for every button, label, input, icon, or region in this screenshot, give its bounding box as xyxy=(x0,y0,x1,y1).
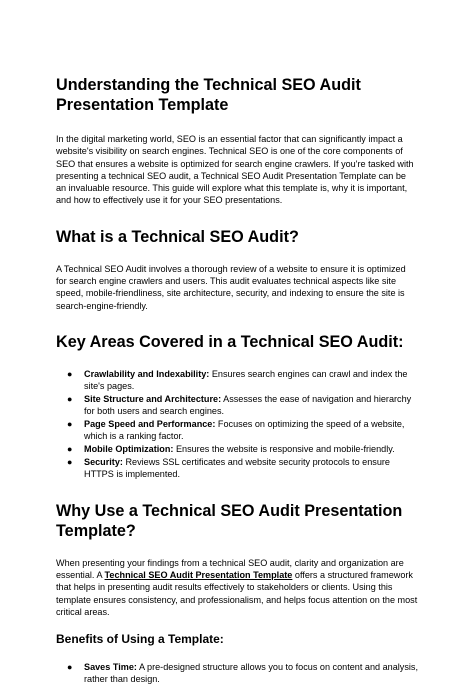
bullet-icon: ● xyxy=(67,394,73,405)
list-item-term: Site Structure and Architecture: xyxy=(84,394,222,405)
heading-why-use-template: Why Use a Technical SEO Audit Presentation Template? xyxy=(56,501,403,540)
page-title: Understanding the Technical SEO Audit Presentation Template xyxy=(56,76,361,114)
list-item xyxy=(56,393,418,418)
why-use-template-paragraph xyxy=(56,557,418,618)
list-item-term: Security: xyxy=(84,457,123,468)
heading-benefits: Benefits of Using a Template: xyxy=(56,632,224,647)
bullet-icon: ● xyxy=(67,368,73,379)
list-item xyxy=(56,368,418,393)
benefits-list xyxy=(56,661,418,686)
list-item xyxy=(56,443,418,455)
what-is-audit-paragraph: A Technical SEO Audit involves a thorough review of a website to ensure it is optimized for search engine crawlers and users. This audit evaluates technical aspects like site speed, mobile-friendliness, site architecture, security, and indexing to ensure the site is search-engine-friendly. xyxy=(56,263,406,311)
bullet-icon: ● xyxy=(67,419,73,430)
list-item xyxy=(56,661,418,686)
key-areas-list xyxy=(56,368,418,481)
list-item-text: A pre-designed structure allows you to focus on content and analysis, rather than design. xyxy=(84,662,418,685)
bullet-icon: ● xyxy=(67,662,73,673)
intro-paragraph: In the digital marketing world, SEO is an essential factor that can significantly impact a website's visibility on search engines. Technical SEO is one of the core components of SEO that ensures a website is optimized for search engine crawlers. If you're tasked with presenting a technical SEO audit, a Technical SEO Audit Presentation Template can be an invaluable resource. This guide will explore what this template is, why it is important, and how to effectively use it for your SEO presentations. xyxy=(56,134,414,206)
heading-what-is-audit: What is a Technical SEO Audit? xyxy=(56,227,299,246)
list-item-text: Focuses on optimizing the speed of a website, which is a ranking factor. xyxy=(84,419,405,442)
why-use-text-after: offers a structured framework that helps in presenting audit results effectively to stakeholders or clients. Using this template ensures consistency, and professionalism, and helps focus attention on the most critical areas. xyxy=(56,569,418,617)
list-item-term: Crawlability and Indexability: xyxy=(84,368,210,379)
list-item-text: Ensures the website is responsive and mobile-friendly. xyxy=(173,444,395,455)
bullet-icon: ● xyxy=(67,444,73,455)
list-item-text: Reviews SSL certificates and website security protocols to ensure HTTPS is implemented. xyxy=(84,457,390,480)
bullet-icon: ● xyxy=(67,457,73,468)
list-item xyxy=(56,418,418,443)
list-item-text: Assesses the ease of navigation and hierarchy for both users and search engines. xyxy=(84,394,412,417)
list-item-term: Mobile Optimization: xyxy=(84,444,174,455)
template-link[interactable]: Technical SEO Audit Presentation Template xyxy=(104,569,293,580)
list-item-text: Ensures search engines can crawl and index the site's pages. xyxy=(84,368,408,392)
list-item xyxy=(56,456,418,481)
list-item-term: Page Speed and Performance: xyxy=(84,419,216,430)
list-item-term: Saves Time: xyxy=(84,662,137,673)
heading-key-areas: Key Areas Covered in a Technical SEO Audit: xyxy=(56,332,404,351)
why-use-text-before: When presenting your findings from a technical SEO audit, clarity and organization are essential. A xyxy=(56,557,404,580)
